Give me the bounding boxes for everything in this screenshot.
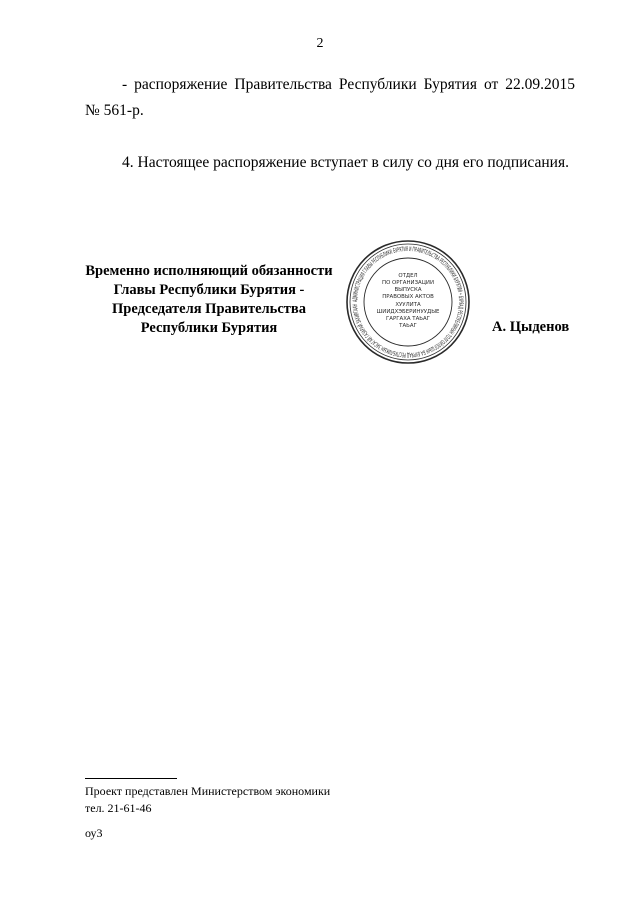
footnote-prepared-by: Проект представлен Министерством экономики [85, 784, 331, 798]
page-number: 2 [316, 36, 324, 51]
seal-ring-text-path: АДМИНИСТРАЦИЯ ГЛАВЫ РЕСПУБЛИКИ БУРЯТИЯ И ПРАВИТЕЛЬСТВА РЕСПУБЛИКИ БУРЯТИЯ • БУРЯАД РЕСПУБЛИКЫН ТОЛГОЙЛОГШЫН БА БУРЯАД РЕСПУБЛИКЫН ЗАСАГАЙ ГАЗАРАЙ ЗАХИРГААН [351, 245, 465, 359]
seal-center-line: ВЫПУСКА [394, 287, 422, 293]
official-seal [345, 239, 471, 365]
seal-center-line: ОТДЕЛ [398, 273, 418, 279]
seal-center-line: ТАЬАГ [399, 323, 417, 329]
signatory-title-line: Временно исполняющий обязанности [85, 263, 333, 279]
signatory-name: А. Цыденов [492, 319, 570, 335]
seal-center-line: ХУУЛИТА [395, 302, 421, 308]
paragraph-effective-date: 4. Настоящее распоряжение вступает в силу со дня его подписания. [122, 154, 569, 171]
seal-center-line: ШИИДХЭБЕРИНУУДЫЕ [376, 309, 440, 315]
signatory-title-line: Главы Республики Бурятия - [113, 282, 305, 298]
signatory-title-line: Председателя Правительства [112, 301, 306, 317]
paragraph-repeal-item: - распоряжение Правительства Республики Бурятия от 22.09.2015 № 561-р. [85, 76, 575, 119]
signatory-title [78, 262, 340, 338]
seal-center-line: ПРАВОВЫХ АКТОВ [382, 294, 434, 300]
signatory-title-line: Республики Бурятия [140, 320, 278, 336]
footnote-divider [85, 778, 177, 779]
seal-center-line: ГАРГАХА ТАЬАГ [386, 316, 430, 322]
seal-center-line: ПО ОРГАНИЗАЦИИ [382, 280, 434, 286]
footnote-phone: тел. 21-61-46 [85, 801, 152, 815]
footnote-code: оу3 [85, 826, 103, 840]
